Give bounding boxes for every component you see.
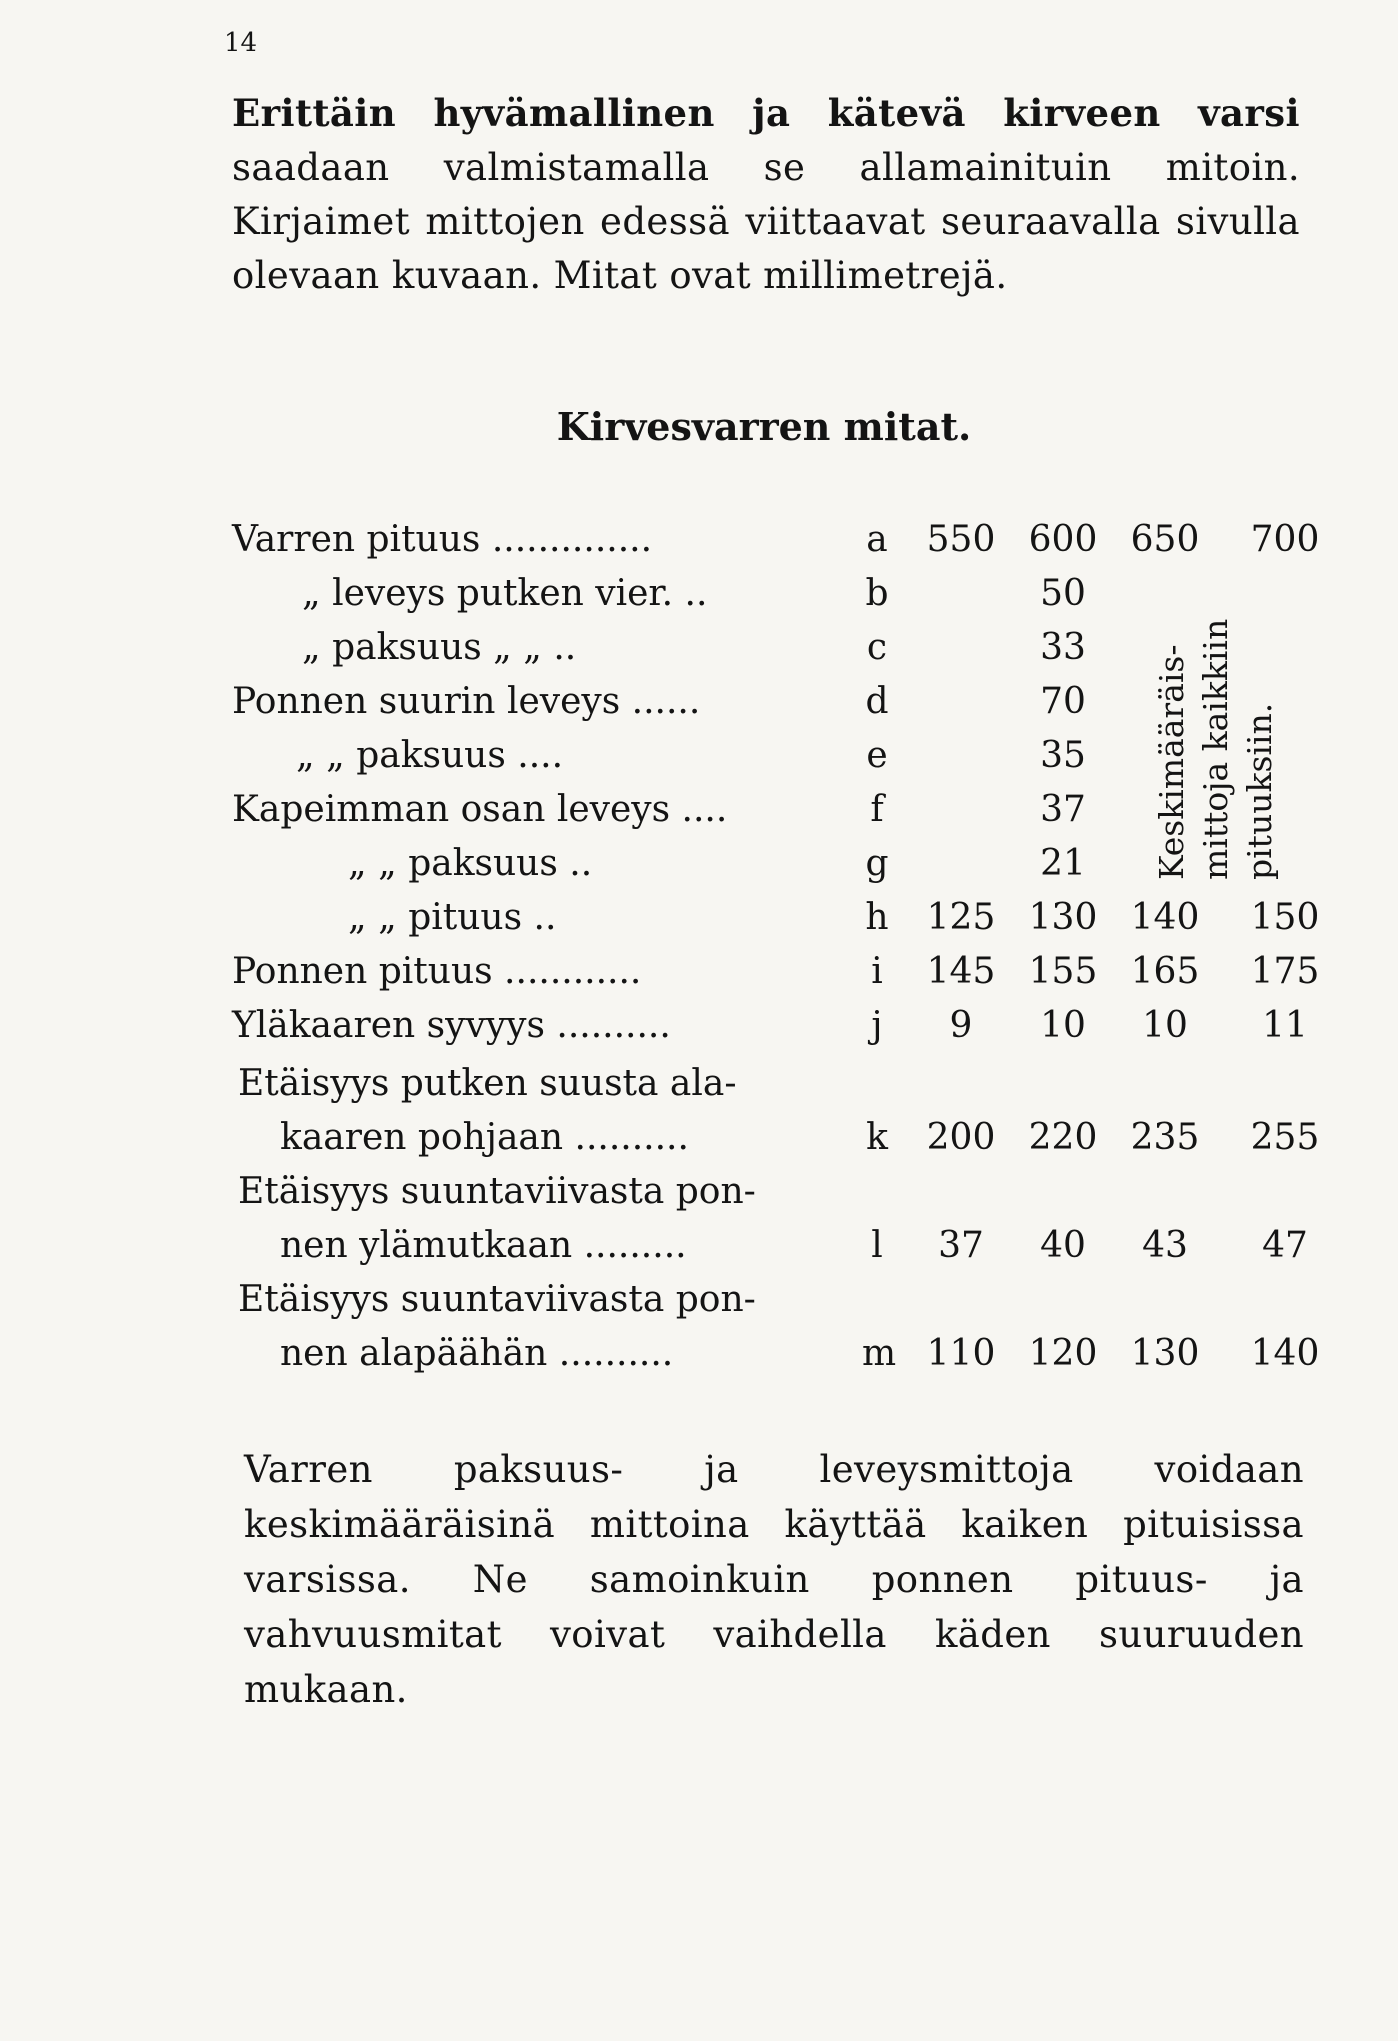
value-550: 9 — [949, 1005, 973, 1046]
row-key: j — [871, 1005, 883, 1046]
row-key: l — [871, 1225, 883, 1266]
value-700: 175 — [1250, 951, 1320, 992]
row-label: Etäisyys suuntaviivasta pon- — [238, 1279, 756, 1320]
value-700: 140 — [1250, 1333, 1320, 1374]
side-note-line: pituuksiin. — [1240, 702, 1279, 880]
row-label: „ paksuus „ „ .. — [302, 627, 577, 668]
row-label: Etäisyys suuntaviivasta pon- — [238, 1171, 756, 1212]
row-key: b — [865, 573, 889, 614]
row-key: m — [862, 1333, 897, 1374]
value-650: 10 — [1142, 1005, 1188, 1046]
value-600: 40 — [1040, 1225, 1086, 1266]
value-550: 550 — [926, 519, 996, 560]
value-550: 200 — [926, 1117, 996, 1158]
row-label: Yläkaaren syvyys .......... — [232, 1005, 671, 1046]
value-600: 35 — [1040, 735, 1086, 776]
value-550: 145 — [926, 951, 996, 992]
row-label: Kapeimman osan leveys .... — [232, 789, 728, 830]
row-label: „ „ paksuus .... — [296, 735, 564, 776]
row-label: nen alapäähän .......... — [280, 1333, 674, 1374]
value-600: 70 — [1040, 681, 1086, 722]
intro-text: saadaan valmistamalla se allamainituin mitoin. Kirjaimet mittojen edessä viittaavat seuraavalla sivulla olevaan kuvaan. Mitat ovat millimetrejä. — [232, 146, 1300, 297]
value-600: 220 — [1028, 1117, 1098, 1158]
value-700: 47 — [1262, 1225, 1308, 1266]
value-600: 130 — [1028, 897, 1098, 938]
value-600: 37 — [1040, 789, 1086, 830]
value-650: 140 — [1130, 897, 1200, 938]
value-700: 255 — [1250, 1117, 1320, 1158]
row-label: nen ylämutkaan ......... — [280, 1225, 687, 1266]
value-600: 21 — [1040, 843, 1086, 884]
row-label: „ leveys putken vier. .. — [302, 573, 708, 614]
page-number: 14 — [224, 28, 258, 58]
value-600: 120 — [1028, 1333, 1098, 1374]
value-600: 33 — [1040, 627, 1086, 668]
intro-bold-text: Erittäin hyvämallinen ja kätevä kirveen varsi — [232, 91, 1300, 135]
row-key: i — [871, 951, 883, 992]
value-650: 130 — [1130, 1333, 1200, 1374]
row-key: a — [866, 519, 888, 560]
row-label: „ „ pituus .. — [348, 897, 557, 938]
value-650: 43 — [1142, 1225, 1188, 1266]
row-label: Ponnen pituus ............ — [232, 951, 642, 992]
row-label: Varren pituus .............. — [232, 519, 653, 560]
value-550: 110 — [926, 1333, 996, 1374]
row-label: „ „ paksuus .. — [348, 843, 593, 884]
value-600: 600 — [1028, 519, 1098, 560]
row-label: Etäisyys putken suusta ala- — [238, 1063, 737, 1104]
row-key: g — [865, 843, 889, 884]
value-600: 10 — [1040, 1005, 1086, 1046]
value-700: 150 — [1250, 897, 1320, 938]
value-600: 155 — [1028, 951, 1098, 992]
row-key: h — [865, 897, 889, 938]
value-650: 235 — [1130, 1117, 1200, 1158]
value-550: 37 — [938, 1225, 984, 1266]
side-note-line: Keskimääräis- — [1152, 644, 1191, 880]
intro-paragraph — [232, 86, 1300, 303]
rotated-side-note — [1150, 520, 1360, 880]
value-700: 700 — [1250, 519, 1320, 560]
value-650: 650 — [1130, 519, 1200, 560]
row-key: k — [866, 1117, 888, 1158]
side-note-line: mittoja kaikkiin — [1196, 618, 1235, 880]
row-key: f — [870, 789, 884, 830]
row-label: Ponnen suurin leveys ...... — [232, 681, 701, 722]
row-key: d — [865, 681, 889, 722]
value-650: 165 — [1130, 951, 1200, 992]
value-600: 50 — [1040, 573, 1086, 614]
row-key: e — [866, 735, 888, 776]
value-550: 125 — [926, 897, 996, 938]
value-700: 11 — [1262, 1005, 1308, 1046]
table-title: Kirvesvarren mitat. — [556, 404, 972, 449]
outro-paragraph: Varren paksuus- ja leveysmittoja voidaan keskimääräisinä mittoina käyttää kaiken pituisissa varsissa. Ne samoinkuin ponnen pituus- ja vahvuusmitat voivat vaihdella käden suuruuden mukaan. — [244, 1448, 1304, 1711]
row-label: kaaren pohjaan .......... — [280, 1117, 689, 1158]
row-key: c — [866, 627, 888, 668]
